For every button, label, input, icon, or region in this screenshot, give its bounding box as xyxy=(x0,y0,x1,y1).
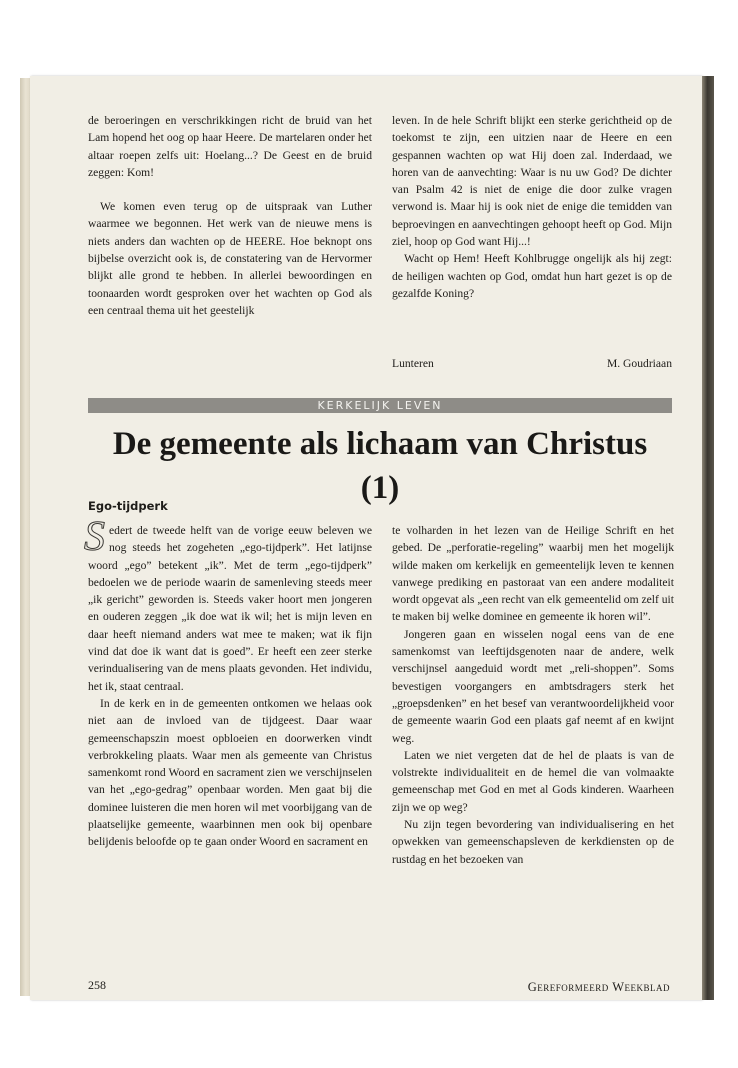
top-left-paragraph-1: de beroeringen en verschrikkingen richt de bruid van het Lam hopend het oog op haar Heere. De martelaren onder het altaar roepen zelfs uit: Hoelang...? De Geest en de bruid zeggen: Kom! xyxy=(88,114,372,179)
top-left-paragraph-2: We komen even terug op de uitspraak van Luther waarmee we begonnen. Het werk van de nieuwe mens is niets anders dan wachten op de HEERE. Hoe beknopt ons bijbelse overzicht ook is, de constatering van de Hervormer blijkt alle grond te hebben. In allerlei bewoordingen en toonaarden wordt gesproken over het wachten op God als een centraal thema uit het geestelijk xyxy=(88,200,372,317)
top-left-column xyxy=(88,112,372,319)
signature-place: Lunteren xyxy=(392,357,434,370)
publication-name-text: Gereformeerd Weekblad xyxy=(527,980,670,994)
top-right-paragraph-1: leven. In de hele Schrift blijkt een sterke gerichtheid op de toekomst te zijn, een uitzien naar de Heere en een gespannen wachten op wat Hij doen zal. Inderdaad, we horen van de aanvechting: Waar is nu uw God? De dichter van Psalm 42 is niet de enige die door zulke vragen verwond is. Maar hij is ook niet de enige die temidden van beproevingen en aanvechtingen gehoopt heeft op God. Mijn ziel, hoop op God want Hij...! xyxy=(392,114,672,249)
signature-line xyxy=(392,357,672,370)
top-right-paragraph-2: Wacht op Hem! Heeft Kohlbrugge ongelijk als hij zegt: de heiligen wachten op God, omdat hun hart gezet is op de gezalfde Koning? xyxy=(392,252,672,300)
article-title-line-2: (1) xyxy=(360,470,400,506)
article-title-line-1: De gemeente als lichaam van Christus xyxy=(112,426,648,462)
book-spine xyxy=(702,76,714,1000)
top-right-column xyxy=(392,112,672,302)
article-right-paragraph-2: Jongeren gaan en wisselen nogal eens van de ene samenkomst van leeftijdsgenoten naar de andere, welk verschijnsel aangeduid wordt met „reli-shoppen”. Soms bevestigen voorgangers en ambtsdragers sterk het „groepsdenken” en het besef van verantwoordelijkheid voor de gemeente waarin God een plaats gaf neemt af en kwijnt weg. xyxy=(392,627,674,745)
article-paragraph-1-text: edert de tweede helft van de vorige eeuw beleven we nog steeds het zogeheten „ego-tijdperk”. Het latijnse woord „ego” betekent „ik”. Met de term „ego-tijdperk” bedoelen we de periode waarin de samenleving steeds meer „ik gericht” geworden is. Steeds vaker hoort men jongeren en ouderen zeggen „ik doe wat ik wil; het is mijn leven en daar heeft niemand anders wat mee te maken; wat ik fijn vind dat doe ik want dat is goed”. Er heeft een zeer sterke verindualisering van de mens plaats gevonden. Het individu, het ik, staat centraal. xyxy=(88,524,372,693)
signature-author: M. Goudriaan xyxy=(606,357,672,370)
article-subheading: Ego-tijdperk xyxy=(88,499,168,513)
article-paragraph-2: In de kerk en in de gemeenten ontkomen we helaas ook niet aan de invloed van de tijdgeest. Daar waar gemeenschapszin moest opbloeien en doorwerken vindt verbrokkeling plaats. Waar men als gemeente van Christus samenkomt rond Woord en sacrament zien we verschijnselen van het „ego-gedrag” openbaar worden. Men gaat bij die dominee luisteren die men horen wil met voorbijgang van de plaatselijke gemeente, waarbinnen men ook bij openbare belijdenis beloofde op te gaan onder Woord en sacrament en xyxy=(88,696,372,849)
publication-name xyxy=(528,980,670,995)
article-right-paragraph-3: Laten we niet vergeten dat de hel de plaats is van de volstrekte individualiteit en de hemel die van volmaakte gemeenschap met God en met al Gods kinderen. Waarheen zijn we op weg? xyxy=(392,748,674,814)
article-paragraph-1 xyxy=(84,514,372,695)
article-right-paragraph-1: te volharden in het lezen van de Heilige Schrift en het gebed. De „perforatie-regeling” waarbij men het mogelijk wilde maken om kerkelijk en gemeentelijk leven te kennen vanwege prediking en pastoraat van een andere modaliteit wordt opgevat als „een recht van elk gemeentelid om zelf uit te maken bij welke dominee en gemeente ik horen wil”. xyxy=(392,524,675,624)
article-title xyxy=(88,422,672,510)
dropcap-letter: S xyxy=(84,514,105,560)
article-right-paragraph-4: Nu zijn tegen bevordering van individualisering en het opwekken van gemeenschapsleven de kerkdiensten op de rustdag en het bezoeken van xyxy=(392,818,674,866)
article-left-column xyxy=(84,514,372,851)
section-label-bar: KERKELIJK LEVEN xyxy=(88,398,672,413)
article-right-column xyxy=(392,522,674,868)
page-number: 258 xyxy=(88,978,106,992)
